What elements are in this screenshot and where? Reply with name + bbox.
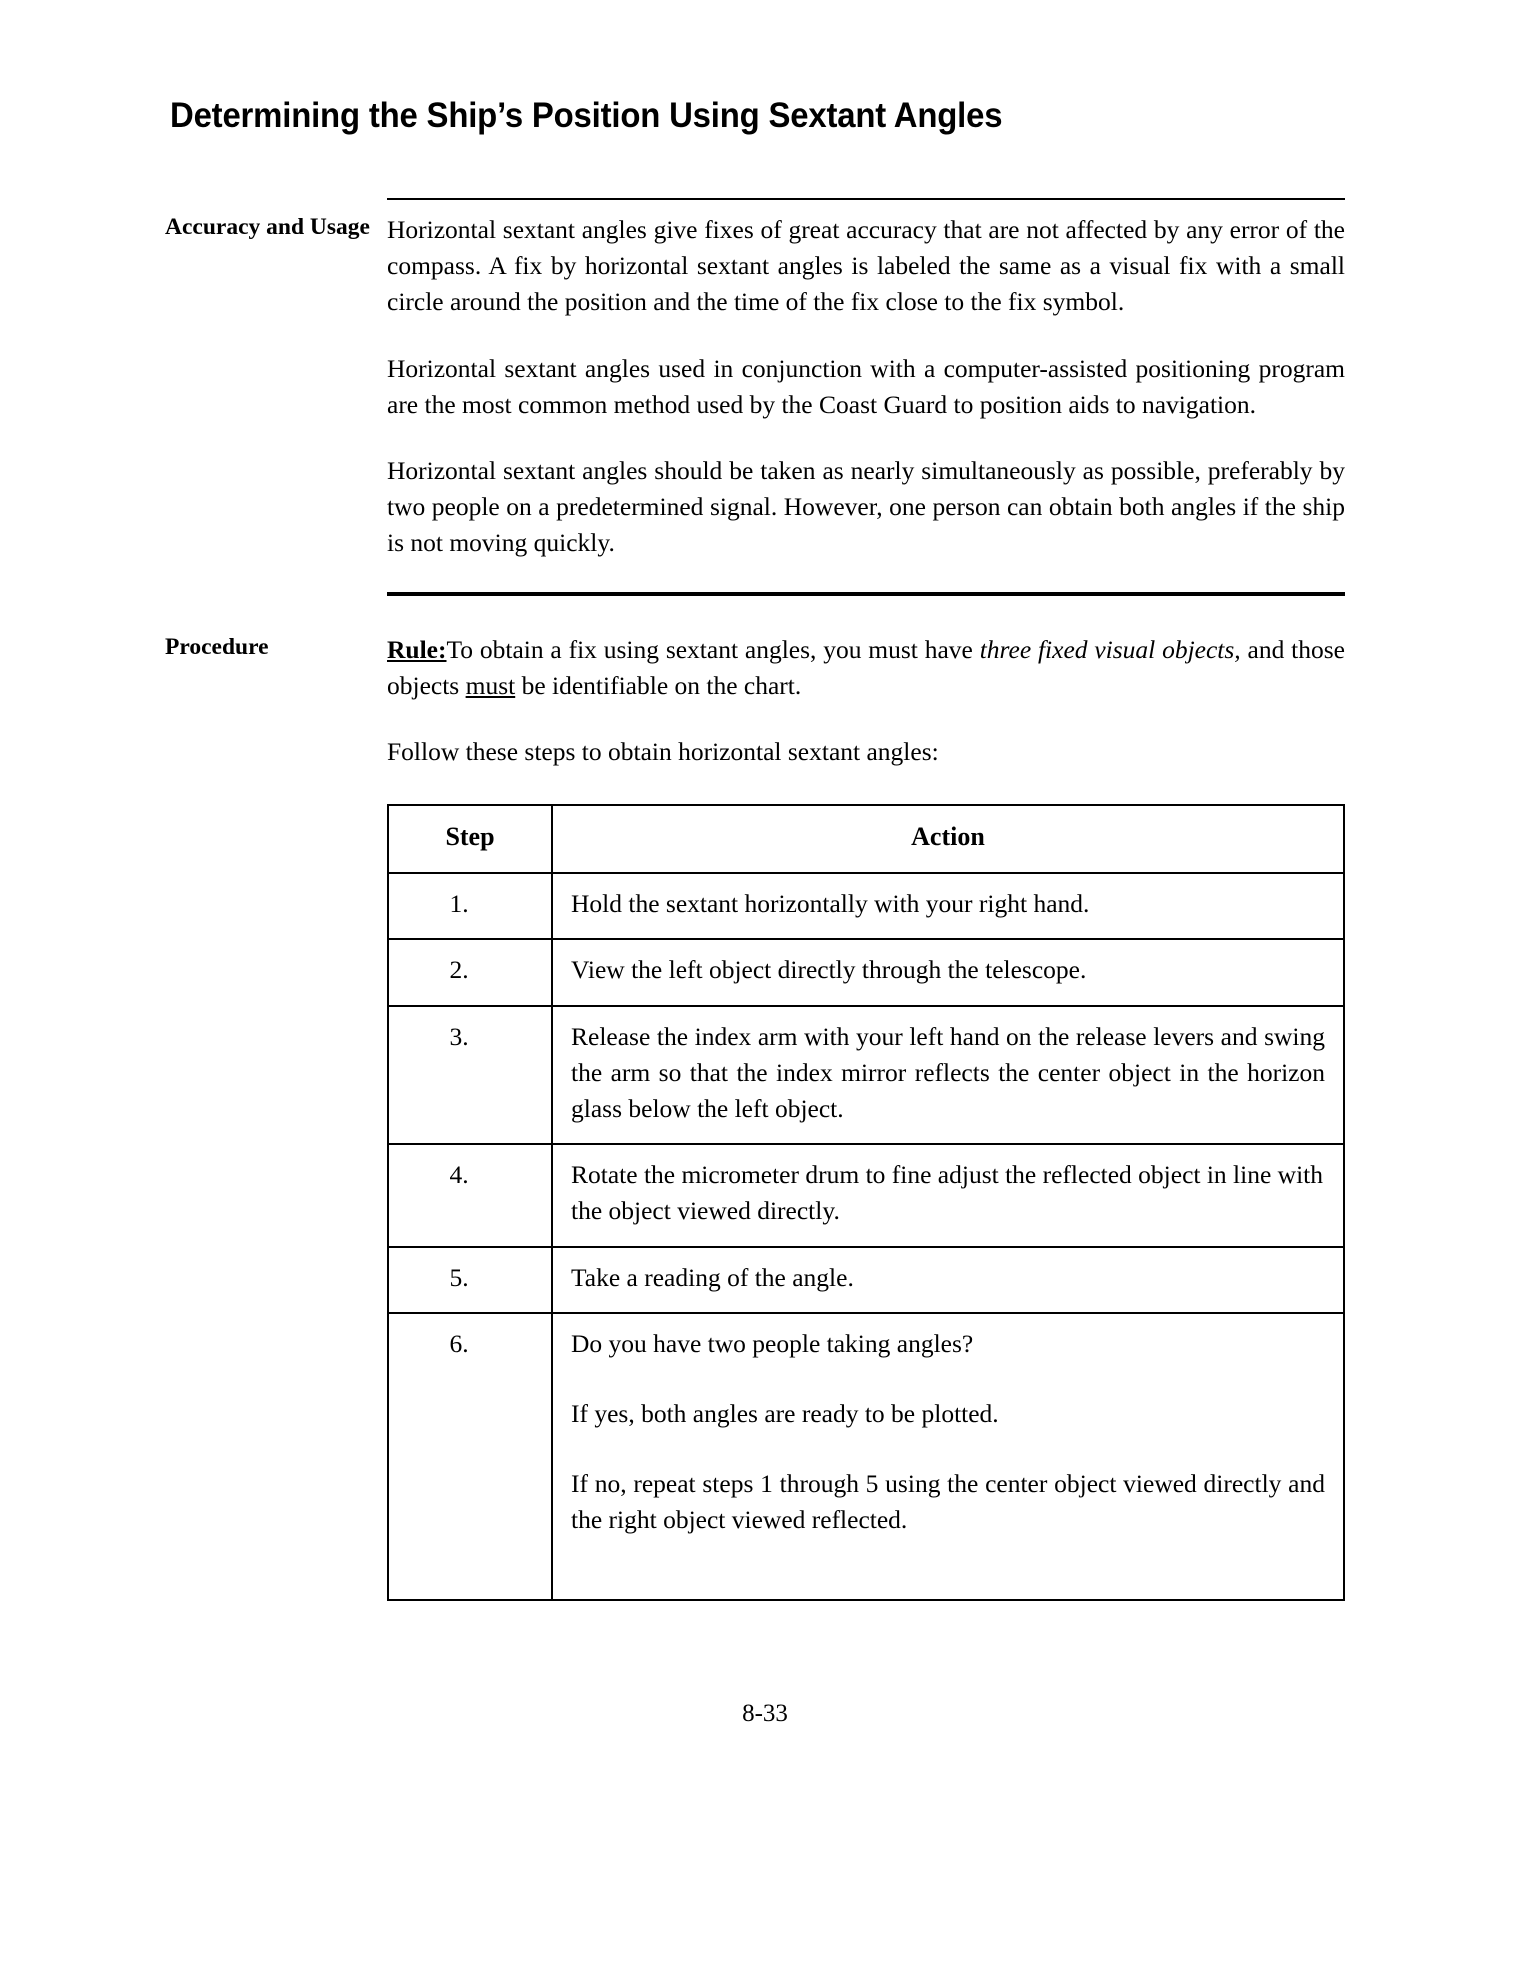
document-content <box>165 198 1345 1601</box>
step-action <box>552 939 1344 1005</box>
paragraph-accuracy-3: Horizontal sextant angles should be taken as nearly simultaneously as possible, preferably by two people on a predetermined signal. However, one person can obtain both angles if the ship is not moving quickly. <box>387 456 1345 558</box>
section-procedure <box>165 620 1345 1601</box>
procedure-label-column <box>165 620 387 662</box>
step-number: 4. <box>388 1144 552 1246</box>
step-action-paragraph: Do you have two people taking angles? <box>571 1328 974 1358</box>
section-body-procedure <box>387 620 1345 1601</box>
steps-table-head <box>388 805 1344 873</box>
table-row <box>388 1247 1344 1313</box>
page-title: Determining the Ship’s Position Using Sextant Angles <box>170 96 1003 135</box>
table-header-row <box>388 805 1344 873</box>
step-action <box>552 1144 1344 1246</box>
step-action-paragraph: View the left object directly through the telescope. <box>571 955 1087 985</box>
rule-paragraph <box>387 632 1345 704</box>
section-spacer <box>165 562 1345 592</box>
rule-text-before-italic: To obtain a fix using sextant angles, you must have <box>446 634 980 664</box>
rule-text-after-italic-1: and those objects <box>387 634 1345 700</box>
section-label-accuracy-and-usage: Accuracy and Usage <box>165 214 370 240</box>
section-accuracy-and-usage <box>165 200 1345 562</box>
step-number: 1. <box>388 873 552 939</box>
procedure-intro: Follow these steps to obtain horizontal sextant angles: <box>387 737 939 767</box>
rule-underlined-word: must <box>465 670 516 700</box>
steps-table-body <box>388 873 1344 1599</box>
rule-italic-phrase: three fixed visual objects, <box>979 634 1241 664</box>
step-action-paragraph: If no, repeat steps 1 through 5 using the center object viewed directly and the right object viewed reflected. <box>571 1469 1325 1535</box>
section-body-accuracy-and-usage <box>387 200 1345 562</box>
step-number: 6. <box>388 1313 552 1600</box>
column-header-action: Action <box>552 805 1344 873</box>
section-label-procedure: Procedure <box>165 633 269 660</box>
rule-text-after-italic-2: be identifiable on the chart. <box>515 670 802 700</box>
step-action-paragraph: Rotate the micrometer drum to fine adjust the reflected object in line with the object viewed directly. <box>571 1160 1324 1226</box>
page-number: 8-33 <box>742 1700 788 1727</box>
step-action <box>552 1006 1344 1145</box>
procedure-spacer <box>165 596 1345 620</box>
table-row <box>388 1006 1344 1145</box>
step-action <box>552 1247 1344 1313</box>
section-label-column <box>165 200 387 242</box>
step-number: 5. <box>388 1247 552 1313</box>
table-row <box>388 873 1344 939</box>
step-action-paragraph: Take a reading of the angle. <box>571 1262 854 1292</box>
step-action-paragraph: Hold the sextant horizontally with your right hand. <box>571 889 1090 919</box>
step-action <box>552 1313 1344 1600</box>
step-action-paragraph: If yes, both angles are ready to be plotted. <box>571 1398 999 1428</box>
step-number: 2. <box>388 939 552 1005</box>
column-header-step: Step <box>388 805 552 873</box>
step-action <box>552 873 1344 939</box>
rule-keyword: Rule: <box>387 634 447 664</box>
paragraph-accuracy-2: Horizontal sextant angles used in conjunction with a computer-assisted positioning program are the most common method used by the Coast Guard to position aids to navigation. <box>387 353 1345 419</box>
step-action-paragraph: Release the index arm with your left hand on the release levers and swing the arm so that the index mirror reflects the center object in the horizon glass below the left object. <box>571 1021 1325 1123</box>
table-row <box>388 1144 1344 1246</box>
paragraph-accuracy-1: Horizontal sextant angles give fixes of great accuracy that are not affected by any error of the compass. A fix by horizontal sextant angles is labeled the same as a visual fix with a small circle around the position and the time of the fix close to the fix symbol. <box>387 215 1345 317</box>
table-row <box>388 1313 1344 1600</box>
step-number: 3. <box>388 1006 552 1145</box>
steps-table <box>387 804 1345 1600</box>
table-row <box>388 939 1344 1005</box>
